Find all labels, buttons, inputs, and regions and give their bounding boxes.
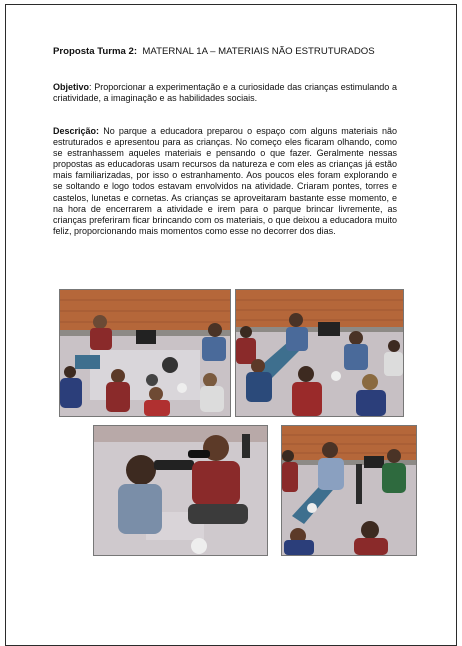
photo-children-telescope xyxy=(93,425,268,556)
objective-label: Objetivo xyxy=(53,82,90,92)
description-text: No parque a educadora preparou o espaço com alguns materiais não estruturados e apresentou para as crianças. No começo eles ficaram olhando, como se estranhassem aqueles materiais e pensando o que fazer. Geralmente nessas propostas as educadoras usam recursos da natureza e com eles as crianças já estão mais familiarizadas, por isso o estranhamento. Aos poucos eles foram explorando e se soltando e logo todos estavam envolvidos na atividade. Criaram pontes, torres e castelos, lunetas e cornetas. As crianças se aproveitaram bastante esse momento, e na hora de encerrarem a atividade e irem para o parque brincar livremente, as crianças preferiram ficar brincando com os materiais, o que deixou a educadora muito feliz, proporcionando mais momentos como esse no decorrer dos dias. xyxy=(53,126,397,236)
title-text: MATERNAL 1A – MATERIAIS NÃO ESTRUTURADOS xyxy=(142,46,375,57)
photo-children-playing-2 xyxy=(235,289,404,417)
title-label: Proposta Turma 2: xyxy=(53,46,138,57)
objective-text: : Proporcionar a experimentação e a curiosidade das crianças estimulando a criatividade, a imaginação e as habilidades sociais. xyxy=(53,82,397,104)
photo-children-playing-1 xyxy=(59,289,231,417)
document-title xyxy=(53,46,375,57)
photo-children-playing-3 xyxy=(281,425,417,556)
description-paragraph xyxy=(53,126,397,237)
objective-paragraph xyxy=(53,82,397,104)
description-label: Descrição: xyxy=(53,126,100,136)
